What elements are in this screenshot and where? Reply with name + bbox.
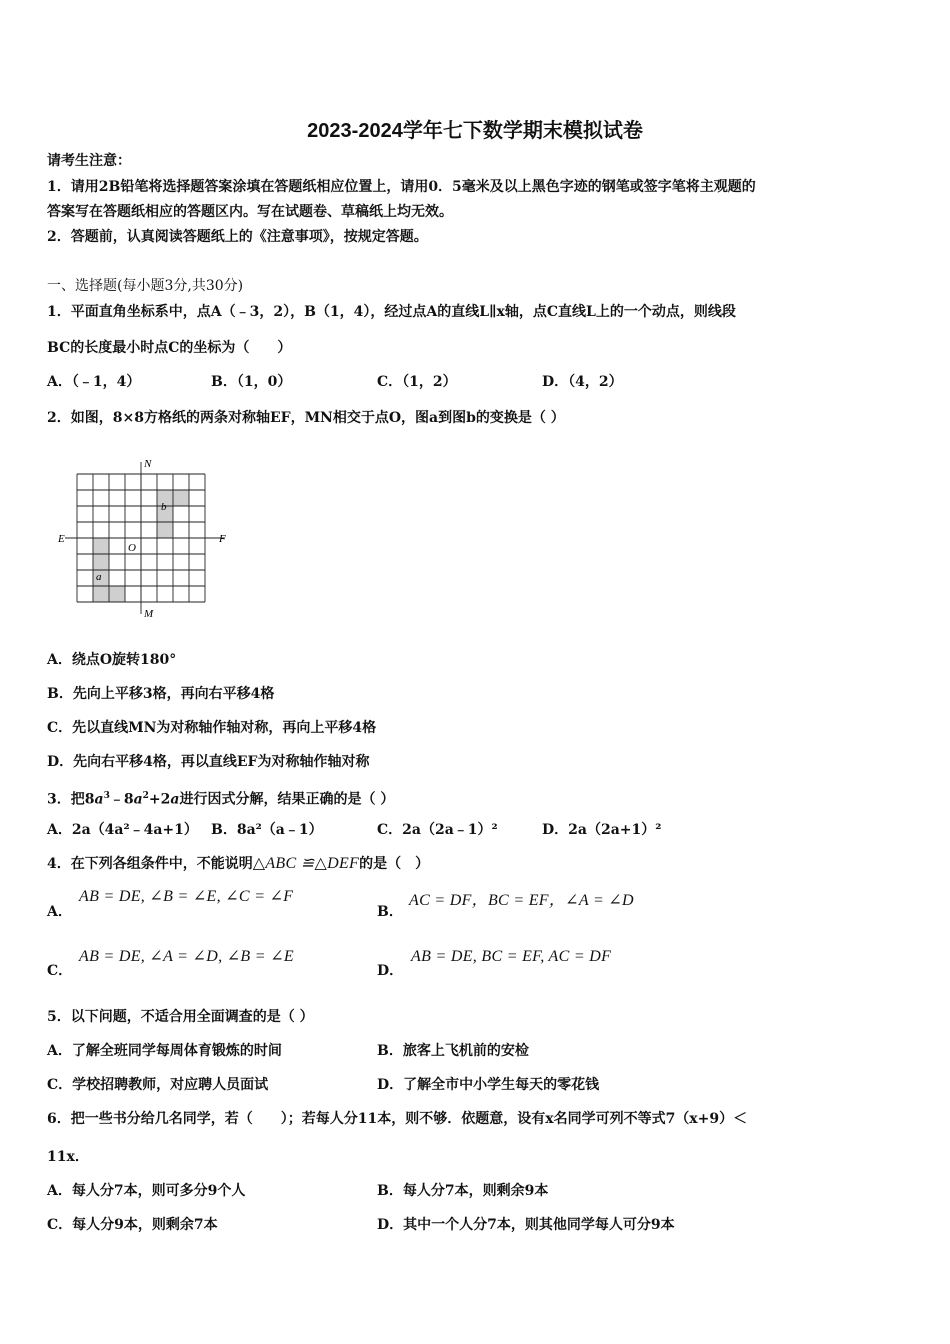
shape-a-cell — [93, 554, 109, 570]
q4-stem-text: 4．在下列各组条件中，不能说明 — [47, 856, 253, 872]
label-f: F — [219, 533, 226, 545]
shape-a-cell — [93, 586, 109, 602]
shape-b-cell — [157, 522, 173, 538]
q3-var: a — [133, 791, 143, 808]
q3-stem-text: +2 — [148, 791, 171, 808]
label-b: b — [161, 501, 167, 513]
shape-a-cell — [93, 538, 109, 554]
q3-option-c: C．2a（2a﹣1）² — [377, 822, 498, 838]
notice-line-3: 2．答题前，认真阅读答题纸上的《注意事项》，按规定答题。 — [47, 229, 428, 245]
q4-option-a-math: AB = DE, ∠B = ∠E, ∠C = ∠F — [79, 888, 294, 905]
q3-var: a — [94, 791, 104, 808]
notice-heading: 请考生注意： — [47, 153, 131, 169]
q2-option-b: B．先向上平移3格，再向右平移4格 — [47, 686, 275, 702]
q3-stem-text: 进行因式分解，结果正确的是（ ） — [179, 791, 395, 808]
label-a: a — [96, 571, 102, 583]
q3-exp: 3 — [103, 791, 110, 801]
q1-option-d: D．（4，2） — [542, 374, 623, 390]
q3-exp: 2 — [142, 791, 149, 801]
q2-grid-figure — [55, 452, 235, 622]
q5-stem: 5．以下问题，不适合用全面调查的是（ ） — [47, 1009, 314, 1025]
q2-option-d: D．先向右平移4格，再以直线EF为对称轴作轴对称 — [47, 754, 370, 770]
q3-stem-text: 3．把8 — [47, 791, 95, 808]
q4-option-c-label: C． — [47, 963, 73, 979]
q5-option-b: B．旅客上飞机前的安检 — [377, 1043, 529, 1059]
q6-option-c: C．每人分9本，则剩余7本 — [47, 1217, 218, 1233]
q6-stem-line-2: 11x． — [47, 1149, 89, 1165]
q3-stem-text: ﹣8 — [109, 791, 134, 808]
q3-option-a: A．2a（4a²﹣4a+1） — [47, 822, 198, 838]
q6-option-b: B．每人分7本，则剩余9本 — [377, 1183, 549, 1199]
q4-stem — [47, 854, 429, 874]
section-heading: 一、选择题(每小题3分,共30分) — [47, 278, 244, 294]
q4-option-d-label: D． — [377, 963, 404, 979]
q3-option-b: B．8a²（a﹣1） — [211, 822, 323, 838]
label-m: M — [144, 608, 154, 620]
q6-stem-line-1: 6．把一些书分给几名同学，若（ ）；若每人分11本，则不够．依题意，设有x名同学可列不等式7（x+9）＜ — [47, 1111, 748, 1127]
label-o: O — [128, 542, 136, 554]
q3-var: a — [170, 791, 180, 808]
q2-option-a: A．绕点O旋转180° — [47, 652, 177, 668]
q4-stem-math: △ABC ≌△DEF — [252, 855, 360, 872]
label-e: E — [58, 533, 65, 545]
q5-option-d: D．了解全市中小学生每天的零花钱 — [377, 1077, 600, 1093]
q3-stem — [47, 786, 394, 810]
notice-line-1: 1．请用2B铅笔将选择题答案涂填在答题纸相应位置上，请用0．5毫米及以上黑色字迹的钢笔或签字笔将主观题的 — [47, 179, 756, 195]
q1-stem-line-1: 1．平面直角坐标系中，点A（﹣3，2），B（1，4），经过点A的直线L∥x轴，点C直线L上的一个动点，则线段 — [47, 304, 736, 320]
shape-b-cell — [173, 490, 189, 506]
q1-option-c: C．（1，2） — [377, 374, 457, 390]
label-n: N — [144, 458, 152, 470]
q4-option-a-label: A． — [47, 904, 72, 920]
page-title: 2023-2024学年七下数学期末模拟试卷 — [307, 120, 643, 142]
q6-option-a: A．每人分7本，则可多分9个人 — [47, 1183, 246, 1199]
q3-option-d: D．2a（2a+1）² — [542, 822, 662, 838]
q6-option-d: D．其中一个人分7本，则其他同学每人可分9本 — [377, 1217, 675, 1233]
q5-option-a: A．了解全班同学每周体育锻炼的时间 — [47, 1043, 282, 1059]
q4-stem-text: 的是（ ） — [359, 856, 430, 872]
q1-option-b: B．（1，0） — [211, 374, 292, 390]
notice-line-2: 答案写在答题纸相应的答题区内。写在试题卷、草稿纸上均无效。 — [47, 204, 453, 220]
q5-option-c: C．学校招聘教师，对应聘人员面试 — [47, 1077, 269, 1093]
q2-stem: 2．如图，8×8方格纸的两条对称轴EF，MN相交于点O，图a到图b的变换是（ ） — [47, 410, 565, 426]
q4-option-c-math: AB = DE, ∠A = ∠D, ∠B = ∠E — [79, 948, 294, 965]
q4-option-d-math: AB = DE, BC = EF, AC = DF — [411, 948, 612, 965]
q4-option-b-label: B． — [377, 904, 403, 920]
shape-a-cell — [109, 586, 125, 602]
q1-option-a: A．（﹣1，4） — [47, 374, 141, 390]
q1-stem-line-2: BC的长度最小时点C的坐标为（ ） — [47, 340, 292, 356]
q2-option-c: C．先以直线MN为对称轴作轴对称，再向上平移4格 — [47, 720, 377, 736]
q4-option-b-math: AC = DF，BC = EF，∠A = ∠D — [409, 892, 634, 909]
